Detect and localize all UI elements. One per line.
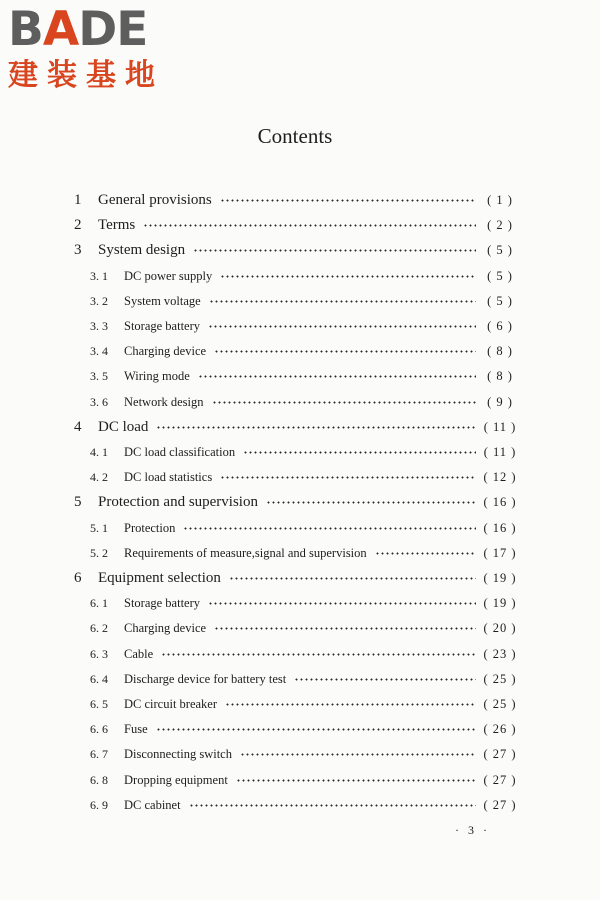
- dot-leader: [225, 703, 476, 706]
- toc-entry-page: ( 11 ): [483, 445, 517, 459]
- dot-leader: [212, 401, 476, 404]
- toc-entry-page: ( 9 ): [487, 394, 513, 409]
- toc-entry-number: 6. 8: [90, 772, 108, 787]
- toc-entry-title: Wiring mode: [124, 369, 190, 384]
- toc-entry[interactable]: [0, 364, 600, 389]
- toc-entry-title: Cable: [124, 646, 154, 661]
- toc-entry-title: Fuse: [124, 722, 148, 737]
- dot-leader: [198, 375, 476, 378]
- toc-entry-page: ( 27 ): [483, 747, 517, 762]
- toc-entry-page: ( 20 ): [483, 621, 517, 636]
- toc-entry-title: Requirements of measure,signal and supervision: [124, 545, 367, 560]
- toc-entry[interactable]: [0, 667, 600, 692]
- toc-entry-page: ( 19 ): [483, 596, 517, 611]
- dot-leader: [240, 753, 476, 756]
- page-title: Contents: [257, 124, 333, 148]
- toc-entry-number: 6. 3: [90, 646, 108, 661]
- toc-entry-number: 6: [74, 570, 82, 586]
- dot-leader: [220, 476, 476, 479]
- toc-entry[interactable]: [0, 415, 600, 440]
- toc-entry-page: ( 27 ): [483, 772, 517, 787]
- toc-entry[interactable]: [0, 264, 600, 289]
- toc-entry-title: Dropping equipment: [124, 772, 228, 787]
- logo-chinese-text: 建装基地: [8, 58, 164, 93]
- toc-entry[interactable]: [0, 768, 600, 793]
- toc-entry[interactable]: [0, 490, 600, 515]
- toc-entry[interactable]: [0, 390, 600, 415]
- toc-entry-title: System voltage: [124, 293, 201, 308]
- toc-entry-number: 3. 2: [90, 293, 108, 308]
- dot-leader: [183, 527, 476, 530]
- toc-entry[interactable]: [0, 516, 600, 541]
- toc-entry[interactable]: [0, 742, 600, 767]
- toc-entry-number: 6. 6: [90, 722, 108, 737]
- toc-entry-page: ( 8 ): [487, 369, 513, 384]
- toc-entry-number: 4. 2: [90, 470, 108, 485]
- toc-entry-number: 3. 4: [90, 344, 108, 359]
- toc-entry-number: 3. 6: [90, 394, 108, 409]
- toc-entry-page: ( 25 ): [483, 671, 517, 686]
- bade-logo: [8, 4, 178, 94]
- toc-entry[interactable]: [0, 566, 600, 591]
- toc-entry-title: DC cabinet: [124, 797, 181, 812]
- toc-entry[interactable]: [0, 692, 600, 717]
- toc-entry-number: 3: [74, 242, 82, 259]
- toc-entry-number: 5. 2: [90, 545, 108, 560]
- toc-entry-title: DC load statistics: [124, 470, 213, 485]
- toc-entry-number: 5: [74, 494, 82, 511]
- toc-entry-page: ( 16 ): [483, 495, 517, 510]
- toc-entry-page: ( 2 ): [487, 218, 513, 233]
- toc-entry-page: ( 11 ): [483, 419, 517, 434]
- toc-entry-page: ( 5 ): [487, 243, 513, 258]
- dot-leader: [208, 325, 476, 328]
- dot-leader: [156, 426, 476, 429]
- dot-leader: [229, 577, 476, 580]
- dot-leader: [208, 602, 476, 605]
- toc-entry-number: 6. 7: [90, 747, 108, 762]
- toc-entry[interactable]: [0, 339, 600, 364]
- toc-entry-title: Equipment selection: [98, 570, 221, 586]
- toc-entry-title: Protection and supervision: [98, 494, 258, 511]
- toc-entry[interactable]: [0, 465, 600, 490]
- toc-entry-number: 3. 1: [90, 268, 108, 283]
- toc-entry-title: Disconnecting switch: [124, 747, 232, 762]
- dot-leader: [266, 501, 476, 504]
- toc-entry-title: Charging device: [124, 621, 207, 636]
- dot-leader: [143, 224, 476, 227]
- toc-entry-page: ( 1 ): [487, 193, 513, 207]
- toc-entry-title: General provisions: [98, 192, 212, 208]
- toc-entry[interactable]: [0, 591, 600, 616]
- dot-leader: [214, 350, 476, 353]
- toc-entry-title: Discharge device for battery test: [124, 671, 287, 686]
- toc-entry[interactable]: [0, 289, 600, 314]
- dot-leader: [220, 199, 476, 202]
- toc-entry-page: ( 12 ): [483, 470, 517, 485]
- toc-entry-number: 4. 1: [90, 445, 108, 459]
- toc-entry-number: 4: [74, 418, 82, 435]
- page-number: · 3 ·: [455, 823, 490, 837]
- toc-entry-title: Terms: [98, 217, 136, 234]
- toc-entry-title: System design: [98, 242, 186, 259]
- toc-entry-number: 3. 3: [90, 319, 108, 333]
- toc-entry[interactable]: [0, 440, 600, 465]
- dot-leader: [236, 779, 476, 782]
- toc-entry-number: 6. 5: [90, 697, 108, 711]
- toc-entry-page: ( 23 ): [483, 646, 517, 661]
- toc-entry-page: ( 5 ): [487, 268, 513, 283]
- toc-entry-title: DC circuit breaker: [124, 697, 218, 711]
- toc-entry-title: Network design: [124, 394, 204, 409]
- toc-entry-title: DC power supply: [124, 268, 213, 283]
- toc-entry-page: ( 26 ): [483, 722, 517, 737]
- toc-entry[interactable]: [0, 793, 600, 818]
- toc-entry-number: 1: [74, 192, 82, 208]
- toc-entry-title: Storage battery: [124, 596, 201, 611]
- dot-leader: [161, 653, 476, 656]
- toc-entry-number: 6. 2: [90, 621, 108, 636]
- toc-entry-number: 2: [74, 217, 82, 234]
- dot-leader: [294, 678, 476, 681]
- toc-entry-number: 6. 1: [90, 596, 108, 611]
- toc-entry[interactable]: [0, 188, 600, 213]
- toc-entry-page: ( 16 ): [483, 520, 517, 535]
- toc-entry-title: Storage battery: [124, 319, 201, 333]
- dot-leader: [209, 300, 476, 303]
- dot-leader: [214, 627, 476, 630]
- toc-entry-number: 5. 1: [90, 520, 108, 535]
- toc-entry[interactable]: [0, 616, 600, 641]
- toc-entry-page: ( 25 ): [483, 697, 517, 711]
- toc-entry-page: ( 19 ): [483, 571, 517, 585]
- toc-entry-title: DC load: [98, 418, 149, 435]
- toc-entry-title: DC load classification: [124, 445, 236, 459]
- toc-entry[interactable]: [0, 213, 600, 238]
- dot-leader: [189, 804, 476, 807]
- toc-entry-page: ( 6 ): [487, 319, 513, 333]
- toc-entry-title: Charging device: [124, 344, 207, 359]
- toc-entry-page: ( 8 ): [487, 344, 513, 359]
- toc-entry-number: 6. 9: [90, 797, 108, 812]
- dot-leader: [193, 249, 476, 252]
- toc-entry[interactable]: [0, 541, 600, 566]
- dot-leader: [156, 728, 476, 731]
- toc-entry-page: ( 27 ): [483, 797, 517, 812]
- dot-leader: [375, 552, 476, 555]
- toc-entry-number: 6. 4: [90, 671, 108, 686]
- toc-entry[interactable]: [0, 314, 600, 339]
- dot-leader: [220, 275, 476, 278]
- logo-wordmark: BADE: [8, 2, 148, 57]
- toc-entry-page: ( 17 ): [483, 545, 517, 560]
- toc-entry-page: ( 5 ): [487, 293, 513, 308]
- toc-entry-number: 3. 5: [90, 369, 108, 384]
- toc-entry[interactable]: [0, 642, 600, 667]
- toc-entry[interactable]: [0, 238, 600, 263]
- dot-leader: [243, 451, 476, 454]
- toc-entry-title: Protection: [124, 520, 176, 535]
- toc-entry[interactable]: [0, 717, 600, 742]
